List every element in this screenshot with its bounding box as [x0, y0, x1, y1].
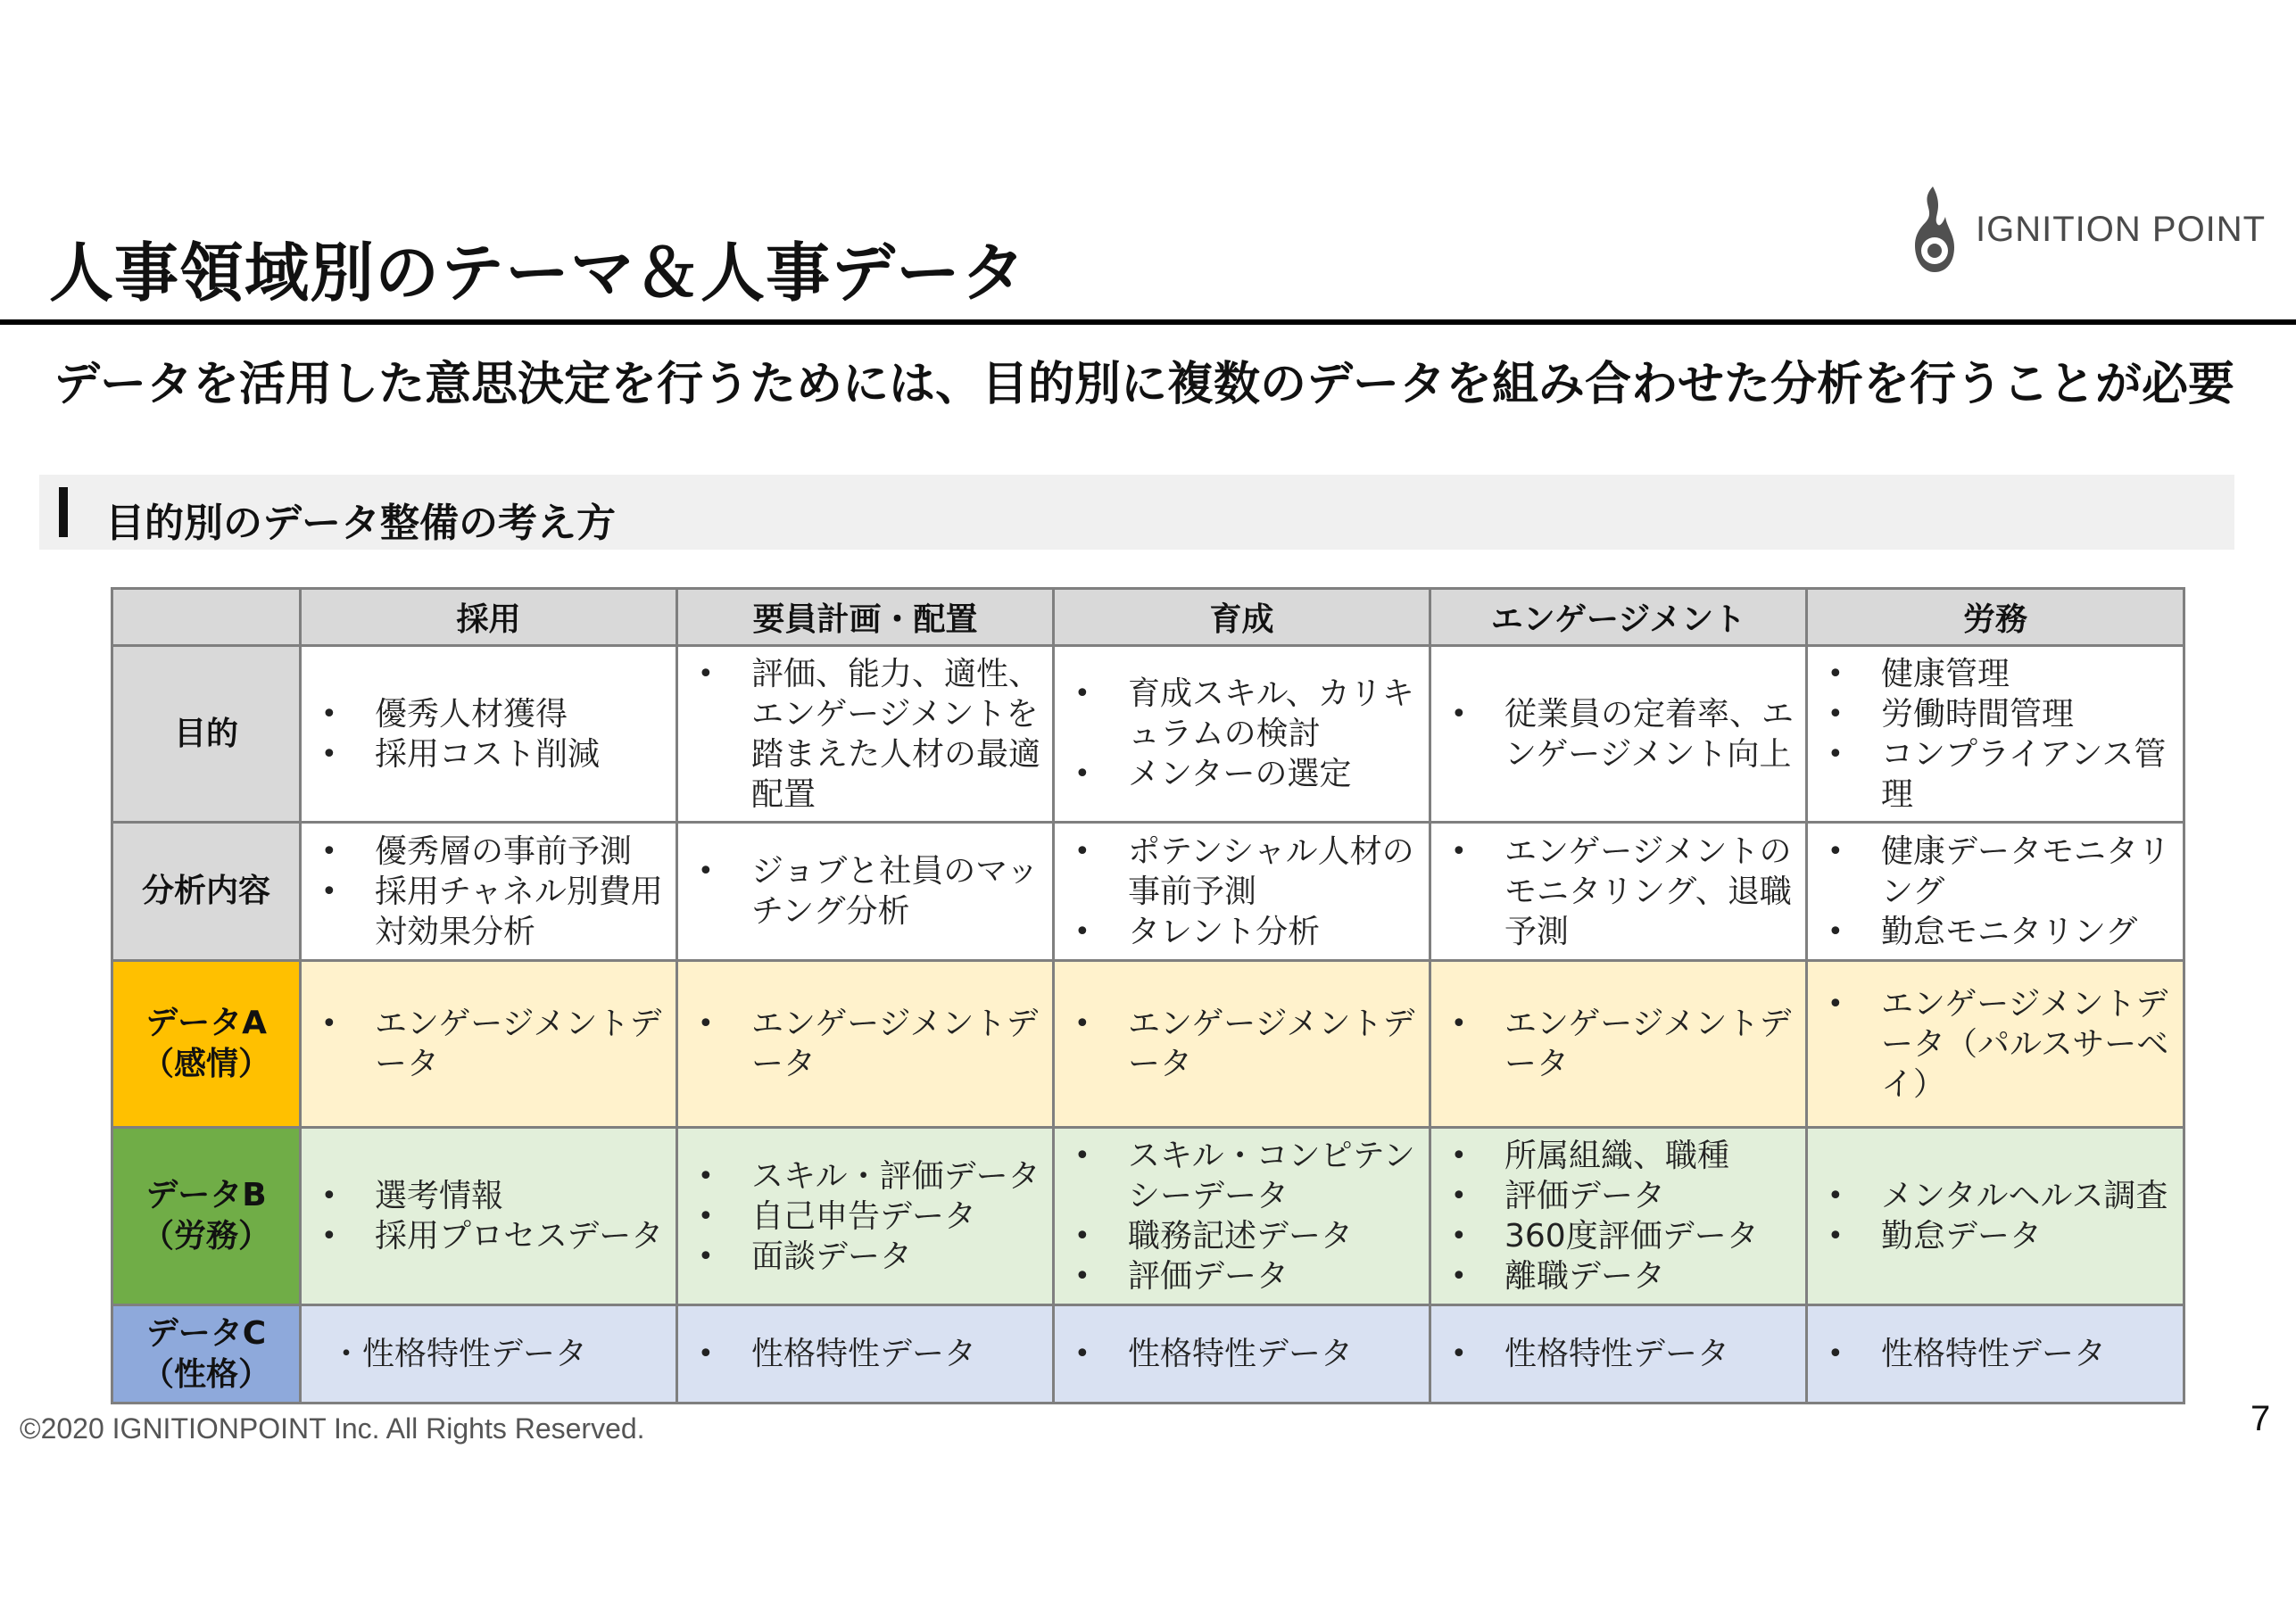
list-item: • 離職データ: [1447, 1256, 1798, 1296]
row-label-sub: （感情）: [141, 1046, 270, 1082]
list-item: • ポテンシャル人材の事前予測: [1071, 832, 1422, 912]
row-header-data-c: [112, 1305, 301, 1404]
bullet-list: [1447, 694, 1798, 774]
header-corner: [112, 589, 301, 646]
section-title: 目的別のデータ整備の考え方: [105, 501, 616, 546]
list-item: • 所属組織、職種: [1447, 1136, 1798, 1176]
table-cell: [1807, 1305, 2184, 1404]
list-item: • 採用コスト削減: [318, 734, 668, 774]
row-label: データC: [145, 1314, 267, 1352]
copyright-footer: ©2020 IGNITIONPOINT Inc. All Rights Reserved.: [20, 1412, 645, 1445]
table-cell: [1807, 646, 2184, 823]
bullet-list: [1071, 1136, 1422, 1296]
table-row-analysis: [112, 823, 2184, 961]
bullet-list: [1824, 1334, 2176, 1374]
table-cell: [677, 1128, 1054, 1305]
table-cell: [1807, 1128, 2184, 1305]
column-header-workforce-planning: 要員計画・配置: [677, 589, 1054, 646]
row-header-purpose: [112, 646, 301, 823]
bullet-list: [1447, 1334, 1798, 1374]
list-item: • エンゲージメントデータ: [1447, 1004, 1798, 1084]
table-cell: [1430, 646, 1807, 823]
table-row-data-a: [112, 961, 2184, 1128]
list-item: • 面談データ: [694, 1237, 1045, 1277]
list-item: • 勤怠モニタリング: [1824, 912, 2176, 952]
list-item: • 性格特性データ: [694, 1334, 1045, 1374]
list-item: • 労働時間管理: [1824, 694, 2176, 734]
bullet-list: [1447, 1004, 1798, 1084]
list-item: • エンゲージメントデータ: [1071, 1004, 1422, 1084]
bullet-list: [694, 1004, 1045, 1084]
list-item: • ジョブと社員のマッチング分析: [694, 851, 1045, 932]
table-cell: [1430, 961, 1807, 1128]
table-cell: [301, 646, 677, 823]
list-item: • 評価データ: [1447, 1176, 1798, 1216]
list-item: • メンターの選定: [1071, 754, 1422, 794]
table-cell: [1430, 1128, 1807, 1305]
list-item: • 職務記述データ: [1071, 1216, 1422, 1256]
list-item: • コンプライアンス管理: [1824, 734, 2176, 815]
list-item: • 健康データモニタリング: [1824, 832, 2176, 912]
list-item: • 自己申告データ: [694, 1197, 1045, 1237]
table-cell: [677, 961, 1054, 1128]
list-item: • 健康管理: [1824, 654, 2176, 694]
bullet-list: [1071, 674, 1422, 794]
table-cell: [1054, 1305, 1430, 1404]
table-row-data-c: [112, 1305, 2184, 1404]
list-item: • 性格特性データ: [1824, 1334, 2176, 1374]
row-label: データB: [145, 1177, 267, 1213]
row-label: 分析内容: [141, 873, 270, 909]
list-item: • 育成スキル、カリキュラムの検討: [1071, 674, 1422, 754]
table-cell: [1807, 823, 2184, 961]
bullet-list: [318, 694, 668, 774]
table-cell: [1054, 646, 1430, 823]
row-label: データA: [145, 1005, 267, 1041]
table-cell: [1807, 961, 2184, 1128]
page-title: 人事領域別のテーマ＆人事データ: [49, 236, 1027, 311]
list-item: • 360度評価データ: [1447, 1216, 1798, 1256]
table-cell: [1430, 1305, 1807, 1404]
list-item: • タレント分析: [1071, 912, 1422, 952]
table-cell: [301, 961, 677, 1128]
bullet-list: [318, 832, 668, 952]
row-header-data-b: [112, 1128, 301, 1305]
cell-text: ・性格特性データ: [330, 1336, 588, 1372]
bullet-list: [1071, 832, 1422, 952]
row-header-analysis: [112, 823, 301, 961]
list-item: • 採用プロセスデータ: [318, 1216, 668, 1256]
list-item: • 性格特性データ: [1447, 1334, 1798, 1374]
column-header-development: 育成: [1054, 589, 1430, 646]
section-marker: [59, 487, 68, 537]
row-label-sub: （性格）: [141, 1355, 270, 1393]
bullet-list: [1447, 832, 1798, 952]
bullet-list: [1824, 1176, 2176, 1256]
list-item: • エンゲージメントデータ: [318, 1004, 668, 1084]
title-divider: [0, 319, 2296, 325]
bullet-list: [1447, 1136, 1798, 1296]
list-item: • 評価、能力、適性、エンゲージメントを踏まえた人材の最適配置: [694, 654, 1045, 815]
list-item: • 優秀層の事前予測: [318, 832, 668, 872]
list-item: • エンゲージメントデータ（パルスサーベイ）: [1824, 984, 2176, 1105]
table-cell: [677, 823, 1054, 961]
list-item: • 勤怠データ: [1824, 1216, 2176, 1256]
column-header-recruitment: 採用: [301, 589, 677, 646]
table-cell: [1054, 823, 1430, 961]
list-item: • スキル・評価データ: [694, 1156, 1045, 1197]
row-label: 目的: [173, 715, 238, 752]
list-item: • 優秀人材獲得: [318, 694, 668, 734]
bullet-list: [694, 851, 1045, 932]
list-item: • スキル・コンピテンシーデータ: [1071, 1136, 1422, 1216]
table-row-purpose: [112, 646, 2184, 823]
column-header-engagement: エンゲージメント: [1430, 589, 1807, 646]
flame-logo-icon: [1910, 183, 1960, 277]
list-item: • 評価データ: [1071, 1256, 1422, 1296]
list-item: • 従業員の定着率、エンゲージメント向上: [1447, 694, 1798, 774]
table-cell: [1054, 961, 1430, 1128]
bullet-list: [1824, 832, 2176, 952]
row-label-sub: （労務）: [141, 1218, 270, 1255]
table-cell: [677, 646, 1054, 823]
bullet-list: [318, 1176, 668, 1256]
bullet-list: [1071, 1334, 1422, 1374]
list-item: • エンゲージメントデータ: [694, 1004, 1045, 1084]
bullet-list: [694, 1334, 1045, 1374]
ignition-point-logo: [1910, 183, 2266, 277]
table-cell: [1054, 1128, 1430, 1305]
hr-data-table: [111, 587, 2185, 1404]
list-item: • 性格特性データ: [1071, 1334, 1422, 1374]
bullet-list: [694, 1156, 1045, 1277]
column-header-labor: 労務: [1807, 589, 2184, 646]
table-row-data-b: [112, 1128, 2184, 1305]
bullet-list: [1824, 654, 2176, 815]
subtitle: データを活用した意思決定を行うためには、目的別に複数のデータを組み合わせた分析を行うことが必要: [54, 358, 2235, 411]
list-item: • エンゲージメントのモニタリング、退職予測: [1447, 832, 1798, 952]
table-cell: [301, 823, 677, 961]
list-item: • 選考情報: [318, 1176, 668, 1216]
page-number: 7: [2250, 1399, 2271, 1438]
bullet-list: [1824, 984, 2176, 1105]
bullet-list: [1071, 1004, 1422, 1084]
table-header-row: [112, 589, 2184, 646]
list-item: • メンタルヘルス調査: [1824, 1176, 2176, 1216]
table-cell: [677, 1305, 1054, 1404]
table-cell: [1430, 823, 1807, 961]
table-cell: [301, 1128, 677, 1305]
bullet-list: [694, 654, 1045, 815]
bullet-list: [318, 1004, 668, 1084]
list-item: • 採用チャネル別費用対効果分析: [318, 872, 668, 952]
table-cell: [301, 1305, 677, 1404]
logo-text: IGNITION POINT: [1976, 210, 2267, 249]
row-header-data-a: [112, 961, 301, 1128]
